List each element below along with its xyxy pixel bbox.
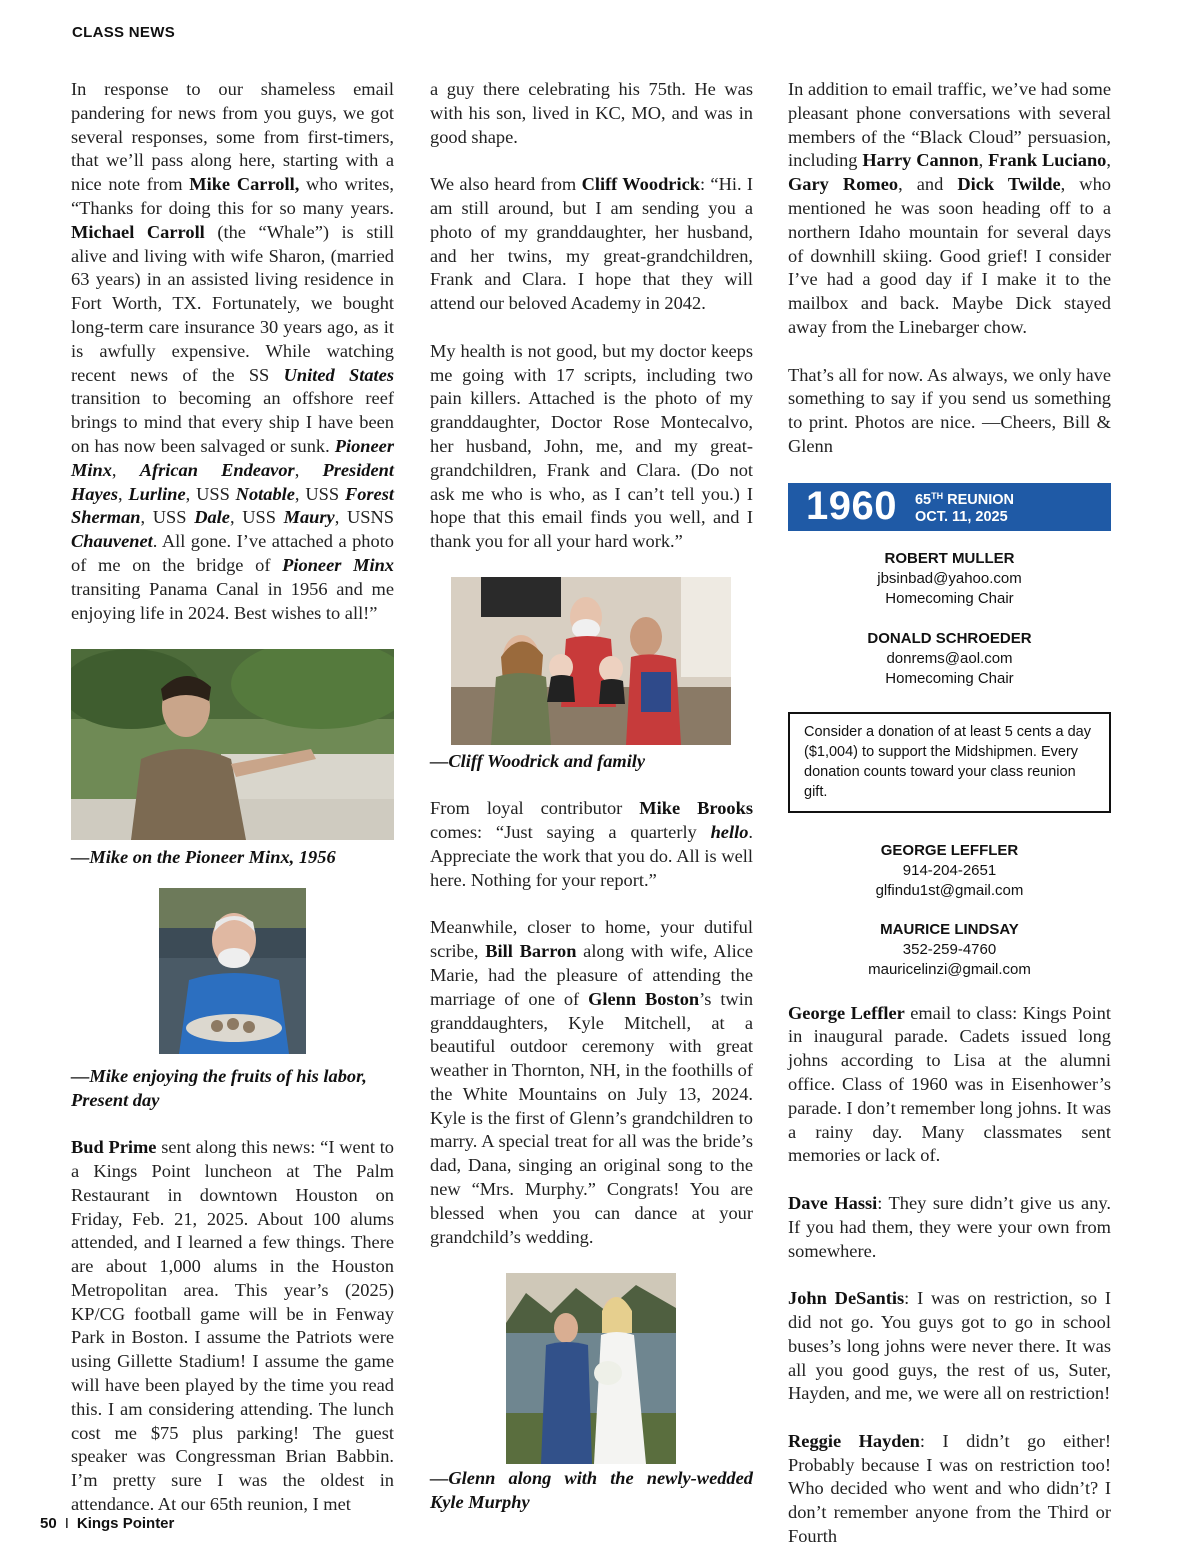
reunion-date: OCT. 11, 2025 [914,508,1008,525]
caption-cliff-woodrick-family: —Cliff Woodrick and family [430,750,646,771]
body-text: , USS [294,483,345,504]
body-text: From loyal contributor [430,798,640,819]
paragraph-bill-barron [430,916,753,1249]
contact-phone[interactable]: 914-204-2651 [902,861,997,879]
reunion-label: REUNION [947,491,1015,508]
paragraph-mike-carroll [71,78,394,625]
contact-role: Homecoming Chair [885,589,1014,607]
body-text: , USS [185,483,236,504]
contact-email[interactable]: mauricelinzi@gmail.com [868,960,1031,978]
body-text: : They sure didn’t give us any. If you had them, they were your own from somewhere. [788,1192,1112,1261]
paragraph-continuation [430,78,753,149]
photo-glenn-kyle-murphy [506,1273,676,1464]
emphasized-text: Cliff Woodrick [581,174,700,195]
body-text: , [111,459,140,480]
body-text: transition to becoming an offshore reef brings to mind that every ship I have been on has now been salvaged or sunk. [71,388,394,456]
caption-glenn-kyle-murphy: —Glenn along with the newly-wedded Kyle Murphy [430,1468,753,1513]
emphasized-text: Pioneer Minx [282,554,394,575]
body-text: We also heard from [430,174,582,195]
paragraph-cliff-health [430,340,753,554]
emphasized-text: Pioneer Minx [71,435,394,480]
contact-email[interactable]: jbsinbad@yahoo.com [877,569,1022,587]
donation-box: Consider a donation of at least 5 cents a day ($1,004) to support the Midshipmen. Every donation counts toward your class reunion gift. [788,712,1111,813]
emphasized-text: Dale [194,507,230,528]
body-text: : “Hi. I am still around, but I am sending you a photo of my granddaughter, her husband, and her twins, my great-grandchildren, Frank and Clara. I hope that they will attend our beloved Academy in 2042. [430,174,753,314]
paragraph-mike-brooks [430,797,753,892]
contact-name: GEORGE LEFFLER [880,841,1019,859]
emphasized-text: Bud Prime [71,1137,157,1158]
emphasized-text: Glenn Boston [588,988,700,1009]
body-text: email to class: Kings Point in inaugural parade. Cadets issued long johns according to Lisa at the alumni office. Class of 1960 was in Eisenhower’s parade. I don’t remember long johns. It was a rainy day. Many classmates sent memories or lack of. [788,1002,1111,1166]
body-text: who writes, “Thanks for doing this for so many years. [71,174,394,218]
footer-separator: I [64,1515,69,1532]
body-text: ’s twin granddaughters, Kyle Mitchell, at a beautiful outdoor ceremony with great weather in Thornton, NH, in the foothills of the White Mountains on July 13, 2024. Kyle is the first of Glenn’s grandchildren to marry. A special treat for all was the bride’s dad, Dana, singing an original song to the new “Mrs. Murphy.” Congrats! You are blessed when you can dance at your grandchild’s wedding. [430,988,754,1247]
emphasized-text: Michael Carroll [71,221,205,242]
contact-block [788,920,1111,980]
column-2 [430,78,753,1539]
paragraph-reggie-hayden [788,1430,1111,1549]
emphasized-text: President Hayes [71,459,394,504]
reunion-banner [788,483,1111,531]
body-text: comes: “Just saying a quarterly [430,822,711,843]
contact-role: Homecoming Chair [885,669,1014,687]
body-text: My health is not good, but my doctor keeps me going with 17 scripts, including two pain killers. Attached is the photo of my granddaughter, Doctor Rose Montecalvo, her husband, John, me, and my great-grandchildren, Frank and Clara. (Do not ask me who is who, as I can’t tell you.) I hope that this email finds you well, and I thank you for all your hard work.” [430,340,753,552]
reunion-ordinal: 65 [914,491,932,508]
body-text: That’s all for now. As always, we only have something to say if you send us something to print. Photos are nice. —Cheers, Bill & Glenn [788,364,1111,456]
body-text: , USNS [334,507,395,528]
body-text: In response to our shameless email pandering for news from you guys, we got several responses, some from first-timers, that we’ll pass along here, starting with a nice note from [71,79,394,195]
contact-block [788,549,1111,609]
emphasized-text: United States [283,364,394,385]
body-text: , [1106,150,1111,171]
emphasized-text: Reggie Hayden [788,1430,920,1451]
body-text: . All gone. I’ve attached a photo of me on the bridge of [71,531,394,575]
page-number: 50 [40,1515,57,1532]
contact-name: DONALD SCHROEDER [867,629,1032,647]
body-text: : I didn’t go either! Probably because I was on restriction too! Who decided who went and who didn’t? I don’t remember anyone from the Third or Fourth [788,1430,1111,1547]
emphasized-text: African Endeavor [139,459,295,480]
body-text: along with wife, Alice Marie, had the pleasure of attending the marriage of one of [430,941,754,1009]
body-text: transiting Panama Canal in 1956 and me enjoying life in 2024. Best wishes to all!” [71,578,394,623]
page-footer [40,1515,174,1532]
emphasized-text: Forest Sherman [71,483,394,528]
paragraph-george-leffler [788,1002,1111,1169]
emphasized-text: George Leffler [788,1002,905,1023]
contact-name: MAURICE LINDSAY [880,920,1019,938]
emphasized-text: Maury [283,507,335,528]
body-text: . Appreciate the work that you do. All is well here. Nothing for your report.” [430,822,753,890]
publication-name: Kings Pointer [76,1515,175,1532]
body-text: In addition to email traffic, we’ve had some pleasant phone conversations with several members of the “Black Cloud” persuasion, including [788,79,1111,171]
contact-phone[interactable]: 352-259-4760 [902,940,997,958]
class-year: 1960 [806,484,897,529]
emphasized-text: Dick Twilde [957,174,1061,195]
contact-email[interactable]: donrems@aol.com [886,649,1013,667]
body-text: , [294,459,323,480]
emphasized-text: Harry Cannon [862,150,979,171]
paragraph-black-cloud [788,78,1111,340]
paragraph-cliff-woodrick [430,173,753,316]
emphasized-text: Mike Carroll, [189,174,300,195]
reunion-ordinal-suffix: TH [931,490,944,501]
paragraph-sign-off [788,364,1111,459]
contact-name: ROBERT MULLER [884,549,1015,567]
contact-block [788,629,1111,689]
body-text: (the “Whale”) is still alive and living with wife Sharon, (married 63 years) in an assisted living residence in Fort Worth, TX. Fortunately, we bought long-term care insurance 30 years ago, as it is awfully expensive. While watching recent news of the SS [71,221,394,385]
body-text: , who mentioned he was soon heading off to a northern Idaho mountain for several days of downhill skiing. Good grief! I consider I’ve had a good day if I make it to the mailbox and back. Maybe Dick stayed away from the Linebarger chow. [788,174,1111,337]
emphasized-text: Chauvenet [71,531,153,552]
emphasized-text: Dave Hassi [788,1192,878,1213]
body-text: , [978,150,989,171]
emphasized-text: Lurline [128,483,186,504]
paragraph-john-desantis [788,1287,1111,1406]
body-text: , USS [140,507,195,528]
contact-email[interactable]: glfindu1st@gmail.com [875,881,1024,899]
photo-cliff-woodrick-family [451,577,731,745]
body-text: , and [898,174,958,195]
body-text: : I was on restriction, so I did not go. You guys got to go in school buses’s long johns were never there. It was all you good guys, the rest of us, Suter, Hayden, and me, we were all on restriction! [788,1288,1111,1404]
body-text: , [117,483,129,504]
body-text: Meanwhile, closer to home, your dutiful scribe, [430,917,753,962]
photo-mike-pioneer-minx [71,649,394,840]
paragraph-bud-prime [71,1136,394,1517]
reunion-details [915,488,1014,526]
emphasized-text: Notable [235,483,295,504]
column-3 [788,78,1111,1558]
caption-mike-pioneer-minx: —Mike on the Pioneer Minx, 1956 [71,847,336,868]
emphasized-text: Mike Brooks [639,798,754,819]
body-text: , USS [229,507,284,528]
paragraph-dave-hassi [788,1192,1111,1263]
contact-block [788,841,1111,901]
emphasized-text: John DeSantis [788,1288,905,1309]
photo-mike-present-day [159,888,306,1054]
emphasized-text: Gary Romeo [788,174,899,195]
section-label: CLASS NEWS [72,24,176,41]
emphasized-text: Frank Luciano [988,150,1107,171]
body-text: a guy there celebrating his 75th. He was with his son, lived in KC, MO, and was in good shape. [430,79,753,147]
emphasized-text: hello [710,822,749,843]
column-1 [71,78,394,1541]
body-text: sent along this news: “I went to a Kings Point luncheon at The Palm Restaurant in downtown Houston on Friday, Feb. 21, 2025. About 100 alums attended, and I learned a few things. There are about 1,000 alums in the Houston Metropolitan area. This year’s (2025) KP/CG football game will be in Fenway Park in Boston. I assume the Patriots were using Gillette Stadium! I assume the game will have been played by the time you read this. I am considering attending. The lunch cost me $75 plus parking! The guest speaker was Congressman Brian Babbin. I’m pretty sure I was the oldest in attendance. At our 65th reunion, I met [71,1137,395,1515]
caption-mike-present-day: —Mike enjoying the fruits of his labor, Present day [71,1065,367,1110]
emphasized-text: Bill Barron [485,941,577,962]
